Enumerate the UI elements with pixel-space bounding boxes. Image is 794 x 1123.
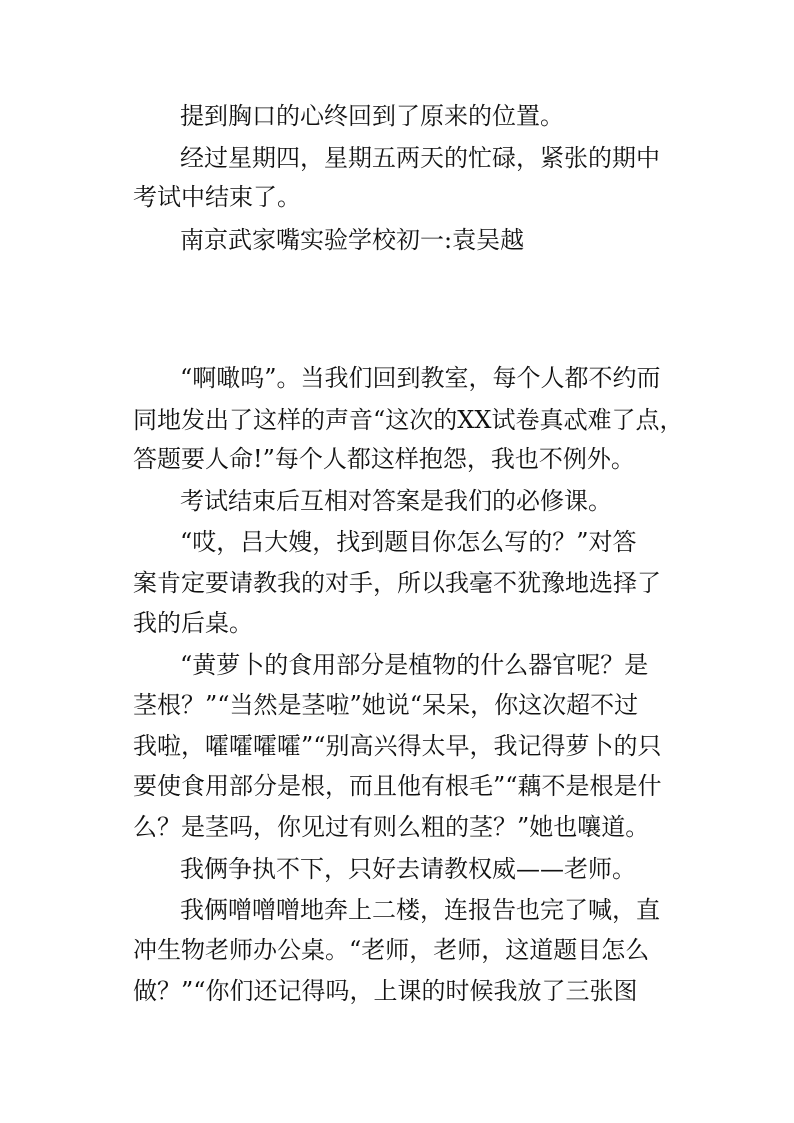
author-line: 南京武家嘴实验学校初一:袁吴越	[180, 226, 525, 254]
text-line: 考试结束后互相对答案是我们的必修课。	[180, 487, 612, 515]
text-line: “啊噉呜”。当我们回到教室，每个人都不约而	[180, 364, 661, 392]
text-line: 答题要人命!”每个人都这样抱怨，我也不例外。	[133, 445, 635, 473]
text-line: “黄萝卜的食用部分是植物的什么器官呢？是	[180, 651, 649, 679]
text-line: 冲生物老师办公桌。“老师，老师，这道题目怎么	[133, 936, 650, 964]
text-line: 经过星期四，星期五两天的忙碌，紧张的期中	[180, 144, 660, 172]
text-line: 要使食用部分是根，而且他有根毛”“藕不是根是什	[133, 772, 662, 800]
text-line: 提到胸口的心终回到了原来的位置。	[180, 102, 564, 130]
text-line: “哎，吕大嫂，找到题目你怎么写的？”对答	[180, 528, 637, 556]
text-line: 我俩噌噌噌地奔上二楼，连报告也完了喊，直	[180, 896, 660, 924]
text-line: 同地发出了这样的声音“这次的XX试卷真忒难了点，	[133, 406, 684, 434]
text-line: 案肯定要请教我的对手，所以我毫不犹豫地选择了	[133, 569, 661, 597]
text-line: 么？是茎吗，你见过有则么粗的茎？”她也嚷道。	[133, 813, 650, 841]
text-line: 考试中结束了。	[133, 183, 301, 211]
text-line: 我的后桌。	[133, 609, 253, 637]
text-line: 我俩争执不下，只好去请教权威——老师。	[180, 855, 636, 883]
text-line: 做？”“你们还记得吗，上课的时候我放了三张图	[133, 977, 638, 1005]
text-line: 我啦，嚯嚯嚯嚯”“别高兴得太早，我记得萝卜的只	[133, 732, 662, 760]
text-line: 茎根？”“当然是茎啦”她说“呆呆，你这次超不过	[133, 691, 639, 719]
